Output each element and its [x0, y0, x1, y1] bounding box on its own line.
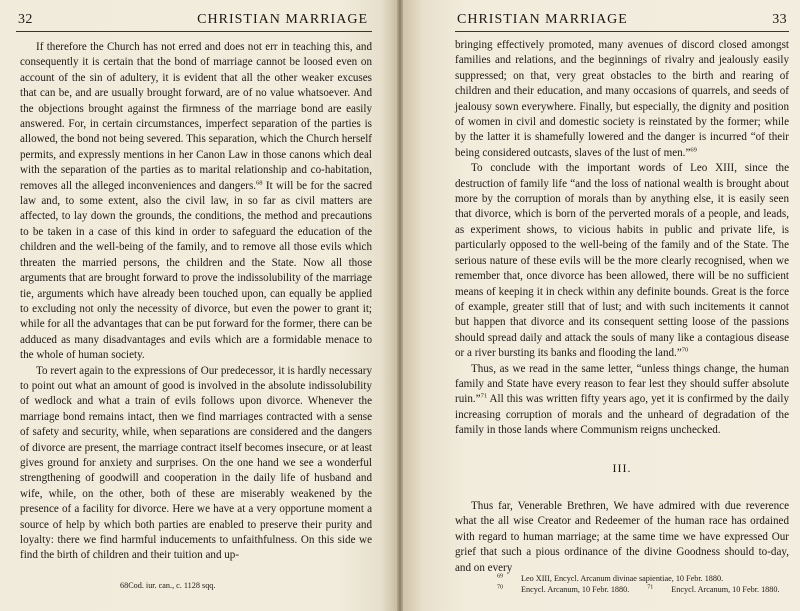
running-title: CHRISTIAN MARRIAGE	[457, 12, 628, 27]
paragraph-text: All this was written fifty years ago, yet it is confirmed by the daily increasing corruption of morals and the unheard of degradation of the family in those lands where Communism reigns unchecked.	[455, 393, 789, 437]
footnote-text: Encycl. Arcanum, 10 Febr. 1880.	[671, 585, 780, 594]
left-footnotes	[120, 580, 370, 591]
left-body-text	[20, 40, 372, 564]
footnote-text: Leo XIII, Encycl. Arcanum divinae sapientiae, 10 Febr. 1880.	[521, 574, 724, 583]
footnote	[497, 573, 797, 584]
paragraph-text: bringing effectively promoted, many avenues of discord closed amongst families and relations, and the beginnings of rivalry and jealously easily suppressed; on that, very great obstacles to the birth and rearing of children and their education, and many occasions of quarrels, and seeds of jealousy sown everywhere. Finally, but especially, the dignity and position of women in civil and domestic society is reinstated by the former; while by the latter it is shamefully lowered and the danger is incurred “of their being considered outcasts, slaves of the lust of men.”	[455, 39, 789, 159]
paragraph: To revert again to the expressions of Our predecessor, it is hardly necessary to point out what an amount of good is involved in the absolute indissolubility of wedlock and what a train of evils follows upon divorce. Whenever the marriage bond remains intact, then we find marriages contracted with a sense of safety and security, while, when separations are considered and the dangers of divorce are present, the marriage contract itself becomes insecure, or at least gives ground for anxiety and surprises. On the one hand we see a wonderful strengthening of goodwill and cooperation in the daily life of husband and wife, while, on the other, both of these are miserably weakened by the presence of a facility for divorce. Here we have at a very opportune moment a source of help by which both parties are enabled to preserve their purity and loyalty: there we find harmful inducements to unfaithfulness. On this side we find the birth of children and their tuition and up-	[20, 364, 372, 562]
page-number: 33	[772, 12, 787, 27]
right-page	[403, 0, 800, 611]
right-body-text	[455, 38, 789, 576]
footnote-mark: 71	[647, 584, 654, 591]
left-page	[0, 0, 397, 611]
footnote: 68Cod. iur. can., c. 1128 sqq.	[120, 581, 216, 590]
header-rule	[455, 31, 789, 32]
paragraph-text: To conclude with the important words of Leo XIII, since the destruction of family life “and the loss of national wealth is brought about more by the corruption of morals than by anything else, it is easily seen that divorce, which is born of the perverted morals of a people, and leads, as experiment shows, to vicious habits in public and private life, is particularly opposed to the well-being of the family and of the State. The serious nature of these evils will be the more clearly recognised, when we remember that, once divorce has been allowed, there will be no sufficient means of keeping it in check within any definite bounds. Great is the force of example, greater still that of lust; and with such incitements it cannot but happen that divorce and its consequent setting loose of the passions should spread daily and attack the souls of many like a contagious disease or a river bursting its banks and flooding the land.”	[455, 162, 789, 360]
section-heading: III.	[612, 460, 632, 475]
footnote-ref: 68	[256, 178, 263, 186]
right-page-header	[457, 6, 787, 28]
running-title: CHRISTIAN MARRIAGE	[197, 12, 368, 27]
footnote-mark: 70	[497, 584, 503, 591]
footnote-ref: 70	[681, 346, 689, 354]
footnote	[497, 584, 797, 595]
page-number: 32	[18, 12, 33, 27]
footnote-mark: 69	[497, 573, 503, 580]
paragraph-text: It will be for the sacred law and, to some extent, also the civil law, in so far as civil matters are affected, to lay down the grounds, the conditions, the method and precautions to be taken in a case of this kind in order to safeguard the education of the children and the well-being of the family, and to remove all those evils which threaten the married persons, the children and the State. Now all those arguments that are brought forward to prove the indissolubility of the marriage tie, arguments which have already been touched upon, can equally be applied to excluding not only the necessity of divorce, but even the power to grant it; while for all the advantages that can be put forward for the former, there can be adduced as many disadvantages and evils which are a formidable menace to the whole of human society.	[20, 179, 372, 362]
paragraph	[455, 362, 789, 439]
right-footnotes	[497, 573, 797, 595]
left-page-header	[18, 6, 368, 28]
header-rule	[16, 31, 372, 32]
footnote-text: Encycl. Arcanum, 10 Febr. 1880.	[521, 585, 630, 594]
paragraph-text: Thus, as we read in the same letter, “unless things change, the human family and State have every reason to fear lest they should suffer absolute ruin.”	[455, 362, 789, 406]
paragraph-text: If therefore the Church has not erred and does not err in teaching this, and consequently it is certain that the bond of marriage cannot be loosed even on account of the sin of adultery, it is evident that all the other weaker excuses that can be, and are usually brought forward, are of no value whatsoever. And the objections brought against the firmness of the marriage bond are easily answered. For, in certain circumstances, imperfect separation of the parties is allowed, the bond not being severed. This separation, which the Church herself permits, and expressly mentions in her Canon Law in those canons which deal with the separation of the parties as to marital relationship and co-habitation, removes all the alleged inconveniences and dangers.	[20, 41, 372, 192]
paragraph: Thus far, Venerable Brethren, We have admired with due reverence what the all wise Creator and Redeemer of the human race has ordained with regard to human marriage; at the same time we have expressed Our grief that such a pious ordinance of the divine Goodness should to-day, and on every	[455, 499, 789, 574]
paragraph	[455, 161, 789, 361]
footnote-ref: 71	[480, 392, 488, 400]
footnote-ref: 69	[690, 146, 697, 154]
paragraph	[455, 38, 789, 161]
paragraph	[20, 40, 372, 364]
